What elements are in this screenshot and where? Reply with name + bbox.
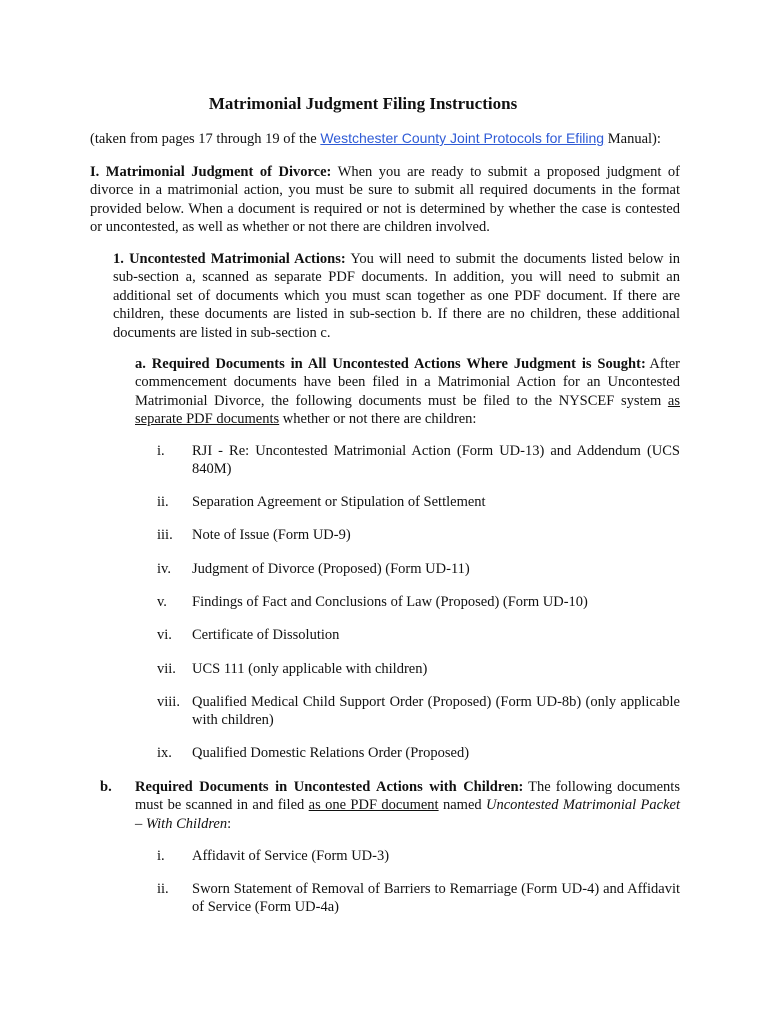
subsection-label: b. — [100, 779, 112, 795]
section-heading: 1. Uncontested Matrimonial Actions: — [113, 251, 346, 267]
subsection-heading: a. Required Documents in All Uncontested Actions Where Judgment is Sought: — [135, 356, 646, 372]
list-item-number: i. — [157, 443, 165, 459]
subsection-body-after: : — [227, 815, 232, 832]
list-item-text: RJI - Re: Uncontested Matrimonial Action (Form UD-13) and Addendum (UCS 840M) — [192, 443, 680, 478]
list-item-number: iv. — [157, 561, 171, 577]
subsection-body-mid: named — [438, 797, 487, 814]
list-item-number: v. — [157, 594, 167, 610]
subsection-body-before: After commencement documents have been filed in a Matrimonial Action for an Uncontested Matrimonial Divorce, the following documents must be filed to the NYSCEF system — [135, 356, 680, 409]
subsection-heading: Required Documents in Uncontested Actions with Children: — [135, 779, 524, 795]
list-item-text: Qualified Domestic Relations Order (Proposed) — [192, 745, 470, 761]
section-body: When you are ready to submit a proposed judgment of divorce in a matrimonial action, you must be sure to submit all required documents in the format provided below. When a document is required or not is determined by whether the case is contested or uncontested, as well as whether or not there are children involved. — [90, 164, 680, 236]
list-item-number: vii. — [157, 661, 176, 677]
section-heading: I. Matrimonial Judgment of Divorce: — [90, 164, 332, 180]
list-item-number: ii. — [157, 494, 169, 510]
subsection-body-before: The following documents must be scanned in and filed — [135, 779, 680, 814]
list-item-text: Certificate of Dissolution — [192, 627, 340, 643]
list-item-text: Separation Agreement or Stipulation of Settlement — [192, 494, 486, 510]
subsection-body-italic: Uncontested Matrimonial Packet – With Children — [135, 797, 681, 832]
list-item-number: ix. — [157, 745, 172, 761]
subsection-body-underlined: as separate PDF documents — [135, 392, 680, 428]
list-item-number: iii. — [157, 527, 173, 543]
list-item-number: vi. — [157, 627, 172, 643]
subsection-body-underlined: as one PDF document — [308, 797, 439, 814]
protocols-link[interactable]: Westchester County Joint Protocols for Efiling — [320, 130, 605, 146]
subsection-body-after: whether or not there are children: — [279, 411, 477, 428]
subsection-text — [135, 778, 680, 833]
list-item-text: Sworn Statement of Removal of Barriers to Remarriage (Form UD-4) and Affidavit of Service (Form UD-4a) — [192, 881, 680, 916]
section-judgment-of-divorce — [90, 163, 680, 237]
list-item-number: viii. — [157, 694, 180, 710]
list-item-number: ii. — [157, 881, 169, 897]
section-body: You will need to submit the documents listed below in sub-section a, scanned as separate PDF documents. In addition, you will need to submit an additional set of documents which you must scan together as one PDF document. If there are children, these documents are listed in sub-section b. If there are no children, these additional documents are listed in sub-section c. — [113, 251, 680, 341]
section-uncontested-actions — [113, 250, 680, 342]
source-note-before: (taken from pages 17 through 19 of the — [90, 131, 321, 147]
list-item-text: Findings of Fact and Conclusions of Law (Proposed) (Form UD-10) — [192, 594, 588, 610]
source-note — [90, 129, 680, 149]
page-title: Matrimonial Judgment Filing Instructions — [208, 94, 518, 113]
list-item-text: Note of Issue (Form UD-9) — [192, 527, 351, 543]
list-item-text: UCS 111 (only applicable with children) — [192, 661, 428, 677]
list-item-text: Affidavit of Service (Form UD-3) — [192, 848, 390, 864]
source-note-after: Manual): — [604, 131, 661, 147]
list-item-number: i. — [157, 848, 165, 864]
list-item-text: Qualified Medical Child Support Order (Proposed) (Form UD-8b) (only applicable with children) — [192, 694, 680, 729]
subsection-a — [135, 355, 680, 429]
list-item-text: Judgment of Divorce (Proposed) (Form UD-11) — [192, 561, 470, 577]
